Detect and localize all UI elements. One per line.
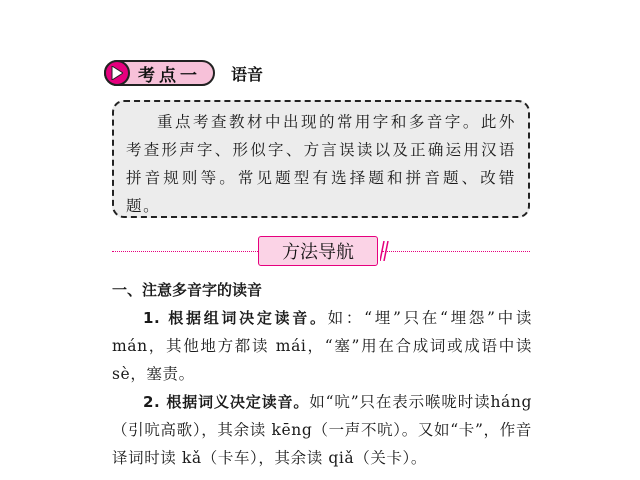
item-body: 如：“埋”只在“埋怨”中读mán，其他地方都读 mái，“塞”用在合成词或成语中读sè，塞责。 <box>112 309 532 383</box>
play-triangle-icon <box>104 60 130 86</box>
content <box>112 276 532 472</box>
divider-line-right <box>382 251 530 252</box>
summary-box <box>112 100 530 218</box>
item-lead: 2. 根据词义决定读音。 <box>143 393 310 411</box>
topic-label: 考点一 <box>138 65 201 86</box>
item-body: 如“吭”只在表示喉咙时读háng（引吭高歌），其余读 kēng（一声不吭）。又如“卡”，作音译词时读 kǎ（卡车），其余读 qiǎ（关卡）。 <box>112 393 533 467</box>
topic-header <box>104 60 263 86</box>
section-divider <box>112 232 530 272</box>
topic-title: 语音 <box>231 64 264 84</box>
topic-badge <box>104 60 215 86</box>
stripe-decoration-icon <box>380 241 390 261</box>
item-lead: 1. 根据组词决定读音。 <box>143 309 328 327</box>
divider-line-left <box>112 251 260 252</box>
list-item <box>112 388 532 472</box>
summary-text: 重点考查教材中出现的常用字和多音字。此外考查形声字、形似字、方言误读以及正确运用汉语拼音规则等。常见题型有选择题和拼音题、改错题。 <box>126 113 516 215</box>
section-heading: 一、注意多音字的读音 <box>112 281 263 299</box>
section-badge: 方法导航 <box>258 236 378 266</box>
list-item <box>112 304 532 388</box>
